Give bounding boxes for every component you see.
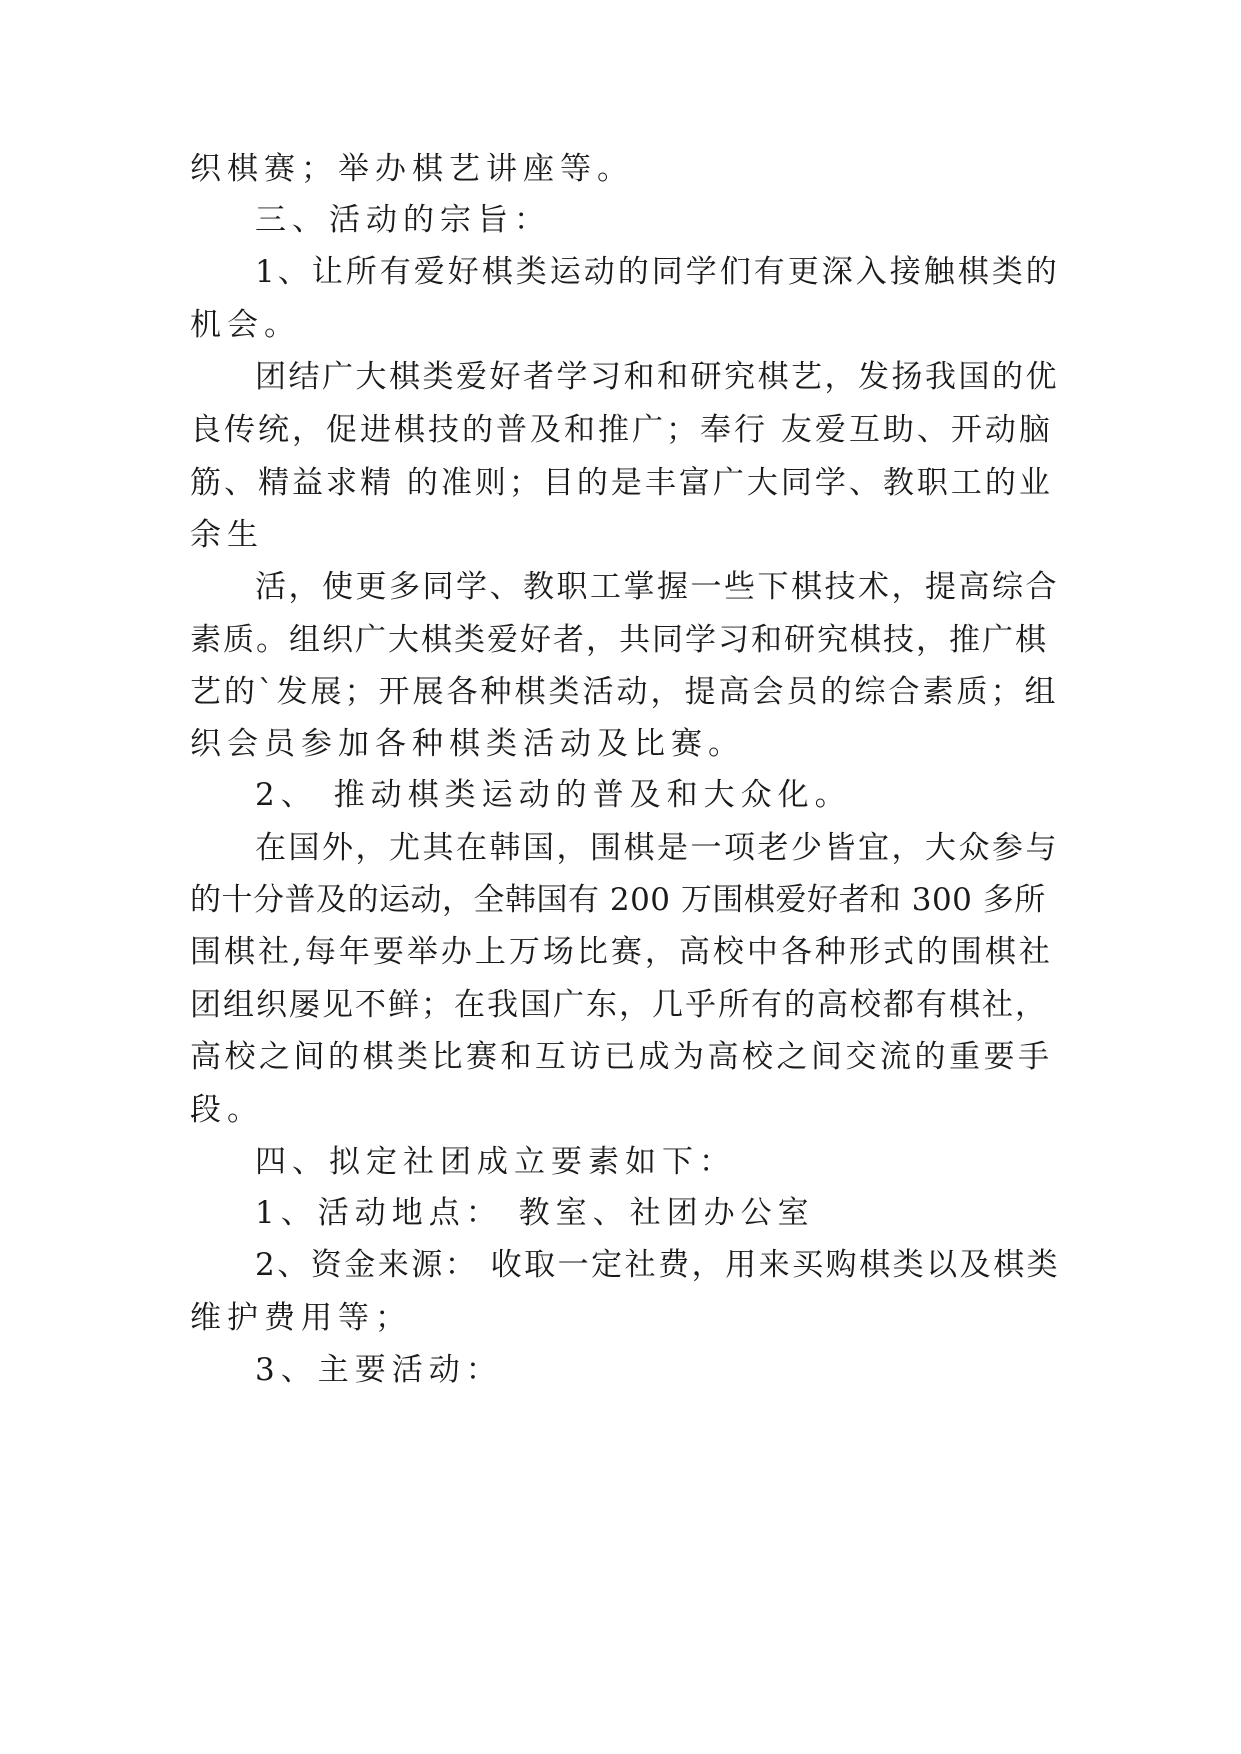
text-line: 2、资金来源： 收取一定社费，用来买购棋类以及棋类 [255,1247,1061,1283]
section-heading-elements: 四、拟定社团成立要素如下： [255,1144,736,1180]
text-line: 筋、精益求精 的准则；目的是丰富广大同学、教职工的业 [190,465,1053,501]
text-line: 维护费用等； [190,1300,412,1336]
text-line: 2、 推动棋类运动的普及和大众化。 [255,777,852,813]
text-line: 余生 [190,517,264,553]
text-line: 活，使更多同学、教职工掌握一些下棋技术，提高综合 [255,569,1059,605]
text-line: 段。 [190,1092,264,1128]
text-line: 3、主要活动： [255,1352,503,1388]
text-line: 团结广大棋类爱好者学习和和研究棋艺，发扬我国的优 [255,359,1059,395]
text-line: 团组织屡见不鲜；在我国广东，几乎所有的高校都有棋社， [190,987,1048,1023]
text-line: 机会。 [190,307,301,343]
text-line: 高校之间的棋类比赛和互访已成为高校之间交流的重要手 [190,1039,1053,1075]
text-line: 素质。组织广大棋类爱好者，共同学习和研究棋技，推广棋 [190,622,1048,658]
text-line: 的十分普及的运动，全韩国有 200 万围棋爱好者和 300 多所 [190,882,1046,918]
text-line: 1、活动地点： 教室、社团办公室 [255,1195,815,1231]
section-heading-purpose: 三、活动的宗旨： [255,202,551,238]
text-line: 良传统，促进棋技的普及和推广；奉行 友爱互助、开动脑 [190,412,1053,448]
text-line: 织会员参加各种棋类活动及比赛。 [190,726,745,762]
text-line: 在国外，尤其在韩国，围棋是一项老少皆宜，大众参与 [255,830,1059,866]
text-line: 艺的`发展；开展各种棋类活动，提高会员的综合素质；组 [190,674,1059,710]
text-line: 围棋社,每年要举办上万场比赛，高校中各种形式的围棋社 [190,934,1053,970]
text-line: 织棋赛；举办棋艺讲座等。 [190,151,634,187]
text-line: 1、让所有爱好棋类运动的同学们有更深入接触棋类的 [255,254,1060,290]
